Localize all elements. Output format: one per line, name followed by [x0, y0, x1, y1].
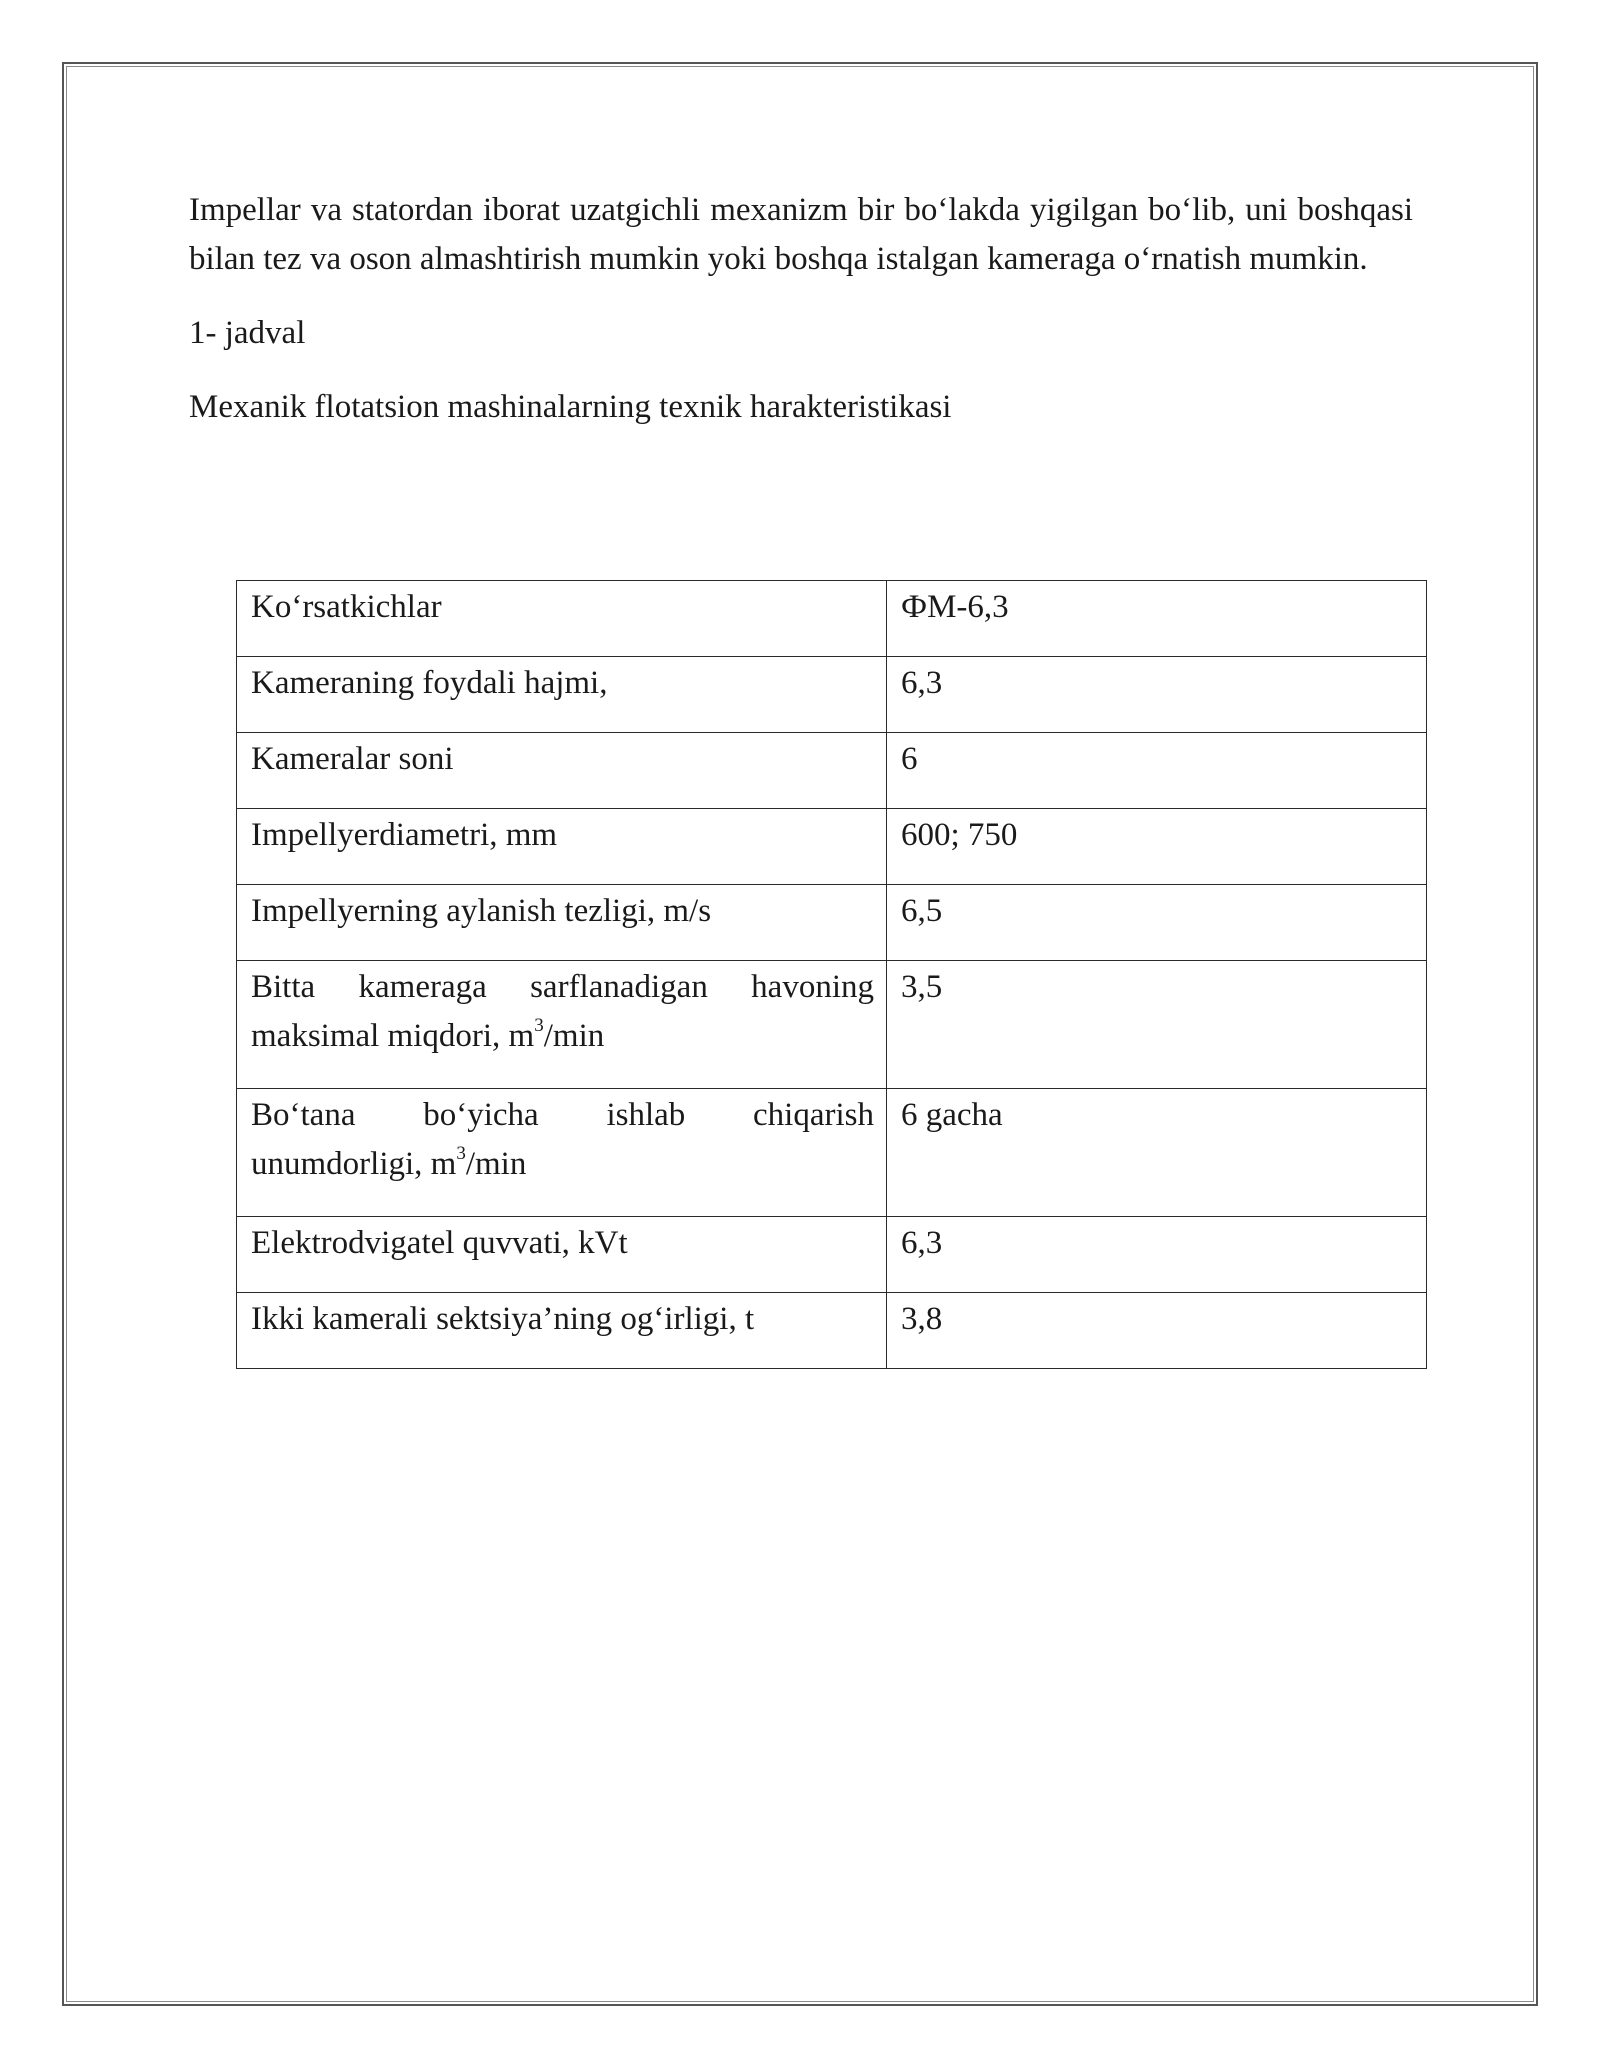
table-caption: 1- jadval — [189, 315, 306, 351]
table-row — [237, 1217, 1427, 1293]
row-value: 3,8 — [887, 1293, 1427, 1369]
row-label-superscript: 3 — [534, 1015, 544, 1036]
row-label-superscript: 3 — [456, 1143, 466, 1164]
row-label: Elektrodvigatel quvvati, kVt — [237, 1217, 887, 1293]
table-row — [237, 961, 1427, 1089]
row-label: Impellyerning aylanish tezligi, m/s — [237, 885, 887, 961]
table-row — [237, 809, 1427, 885]
row-value: 6,3 — [887, 1217, 1427, 1293]
row-label: Kameralar soni — [237, 733, 887, 809]
row-value: 600; 750 — [887, 809, 1427, 885]
row-label: Impellyerdiametri, mm — [237, 809, 887, 885]
intro-paragraph: Impellar va statordan iborat uzatgichli mexanizm bir bo‘lakda yigilgan bo‘lib, uni boshqasi bilan tez va oson almashtirish mumkin yoki boshqa istalgan kameraga o‘rnatish mumkin. — [189, 192, 1413, 277]
row-value: 6,3 — [887, 657, 1427, 733]
table-row — [237, 885, 1427, 961]
row-value: ФМ-6,3 — [887, 581, 1427, 657]
row-label-unit: /min — [543, 1018, 605, 1054]
table-title: Mexanik flotatsion mashinalarning texnik harakteristikasi — [189, 389, 952, 425]
document-body — [189, 186, 1413, 432]
row-value: 6 — [887, 733, 1427, 809]
row-label-text: Bitta kameraga sarflanadigan havoning maksimal miqdori, m — [251, 969, 874, 1054]
specifications-table — [236, 580, 1427, 1369]
row-label: Ko‘rsatkichlar — [237, 581, 887, 657]
row-value: 6,5 — [887, 885, 1427, 961]
table-row — [237, 1293, 1427, 1369]
row-value: 3,5 — [887, 961, 1427, 1089]
row-label — [237, 1089, 887, 1217]
row-label — [237, 961, 887, 1089]
row-label-text: Bo‘tana bo‘yicha ishlab chiqarish unumdorligi, m — [251, 1097, 874, 1182]
row-label: Kameraning foydali hajmi, — [237, 657, 887, 733]
table-row — [237, 1089, 1427, 1217]
row-label: Ikki kamerali sektsiya’ning og‘irligi, t — [237, 1293, 887, 1369]
table-row — [237, 581, 1427, 657]
table-row — [237, 657, 1427, 733]
row-value: 6 gacha — [887, 1089, 1427, 1217]
table-row — [237, 733, 1427, 809]
row-label-unit: /min — [465, 1146, 527, 1182]
